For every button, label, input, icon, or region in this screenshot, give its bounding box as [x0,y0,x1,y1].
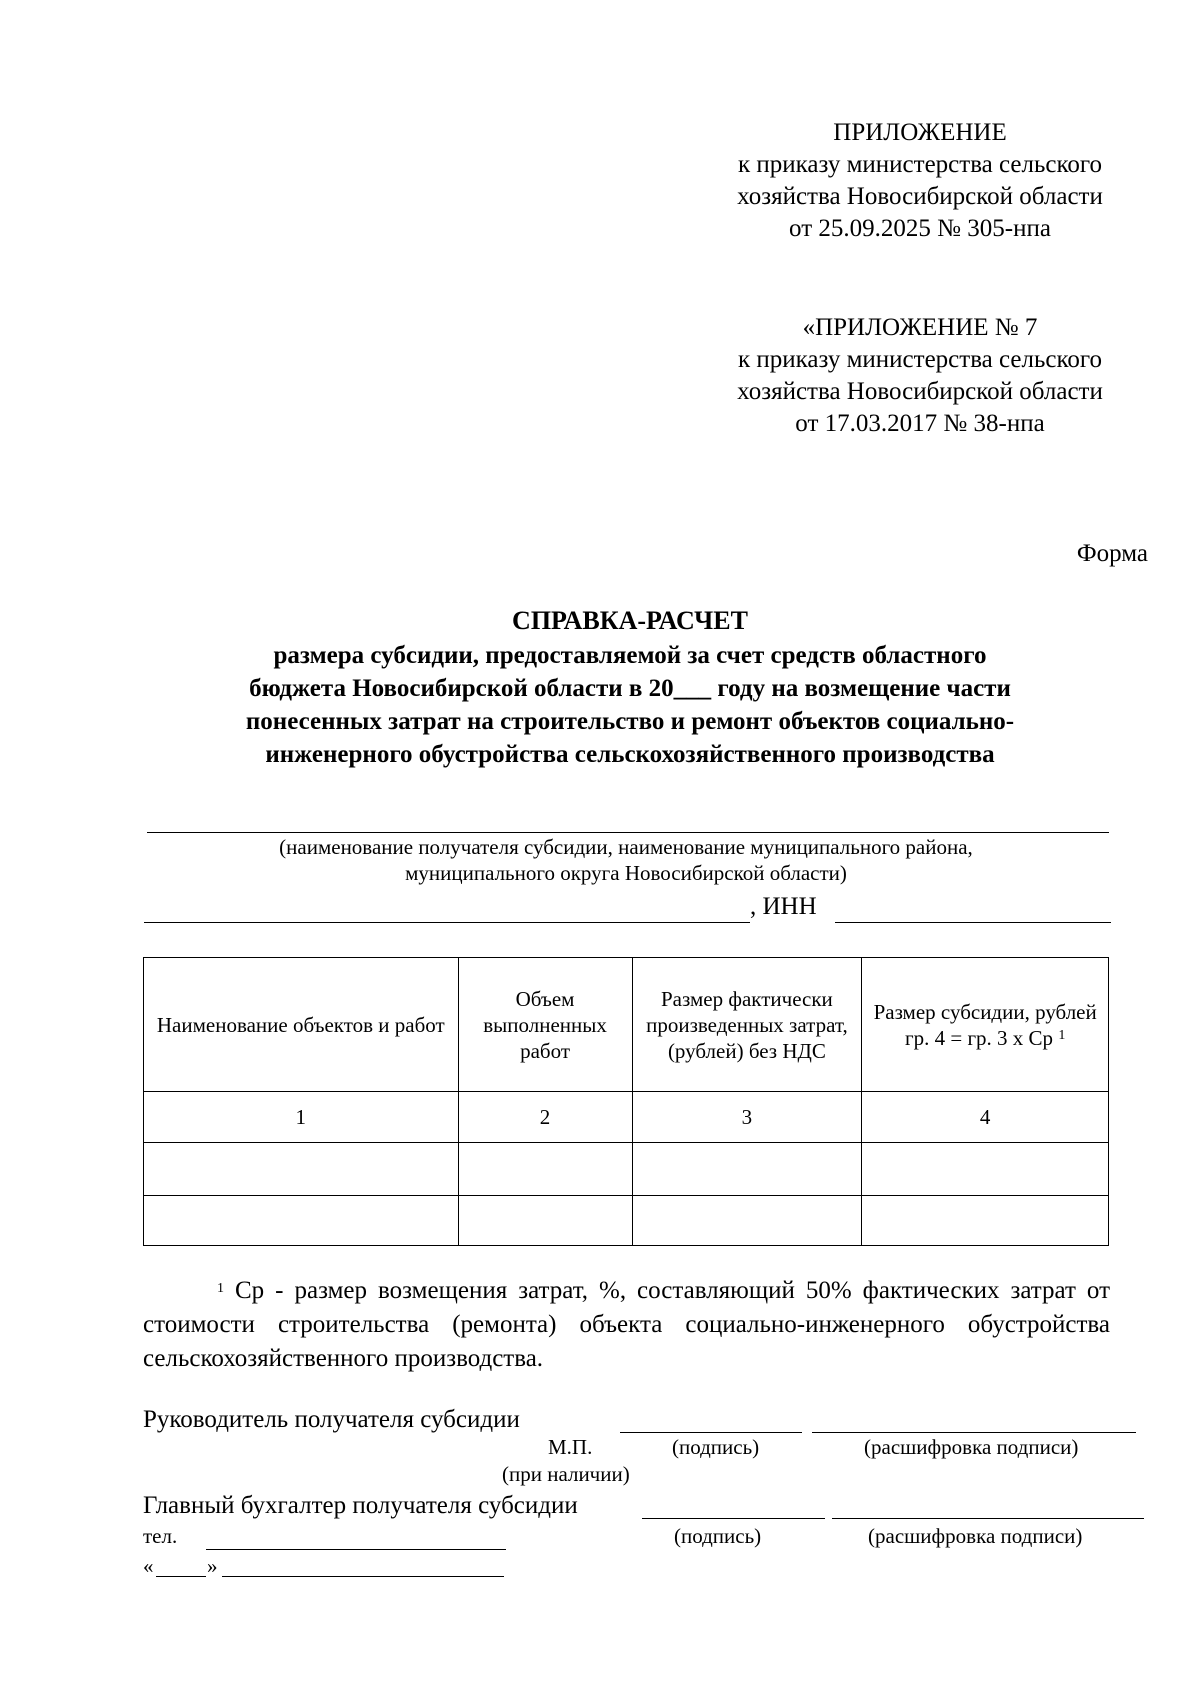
title-main: СПРАВКА-РАСЧЕТ [512,606,748,635]
footnote [143,1274,1110,1376]
column-header-text: Размер субсидии, рублей [873,999,1097,1024]
footnote-text: Ср - размер возмещения затрат, %, составляющий 50% фактических затрат от стоимости строительства (ремонта) объекта социально-инженерного обустройства сельскохозяйственного производства. [143,1277,1110,1372]
phone-label: тел. [143,1524,178,1548]
date-month-year-line[interactable] [222,1576,504,1577]
column-number: 3 [632,1092,862,1143]
accountant-decoding-line[interactable] [832,1518,1144,1519]
table-row [144,1196,1109,1246]
title-line: бюджета Новосибирской области в 20___ году на возмещение части [249,675,1011,702]
table-header-row [144,958,1109,1092]
date-day-line[interactable] [156,1576,206,1577]
table-cell[interactable] [144,1196,459,1246]
recipient-name-continuation-line[interactable] [144,922,750,923]
head-decoding-line[interactable] [812,1432,1136,1433]
appendix-line: от 25.09.2025 № 305-нпа [789,215,1051,242]
column-header: Размер фактически произведенных затрат, (рублей) без НДС [632,958,862,1092]
column-header: Наименование объектов и работ [144,958,459,1092]
appendix-line: от 17.03.2017 № 38-нпа [795,410,1045,437]
table-cell[interactable] [632,1143,862,1196]
accountant-signature-label: Главный бухгалтер получателя субсидии [143,1492,578,1519]
head-signature-line[interactable] [620,1432,802,1433]
column-header [862,958,1109,1092]
table-cell[interactable] [458,1143,632,1196]
column-header: Объем выполненных работ [458,958,632,1092]
appendix-line: хозяйства Новосибирской области [737,378,1103,405]
column-number: 1 [144,1092,459,1143]
stamp-label: М.П. [548,1435,593,1459]
title-line: инженерного обустройства сельскохозяйственного производства [265,741,995,768]
appendix-line: к приказу министерства сельского [737,151,1102,178]
inn-field-line[interactable] [835,922,1111,923]
date-open-quote: « [143,1554,154,1578]
decoding-caption: (расшифровка подписи) [868,1524,1083,1548]
recipient-name-line[interactable] [147,832,1109,833]
column-header-formula: гр. 4 = гр. 3 х Ср [904,1025,1054,1050]
column-number: 4 [862,1092,1109,1143]
form-label: Форма [1076,540,1148,567]
table-number-row [144,1092,1109,1143]
recipient-caption-line: (наименование получателя субсидии, наименование муниципального района, [279,835,973,859]
stamp-note: (при наличии) [502,1462,630,1486]
appendix-line: к приказу министерства сельского [737,346,1102,373]
table-cell[interactable] [862,1143,1109,1196]
head-signature-label: Руководитель получателя субсидии [143,1406,520,1433]
footnote-marker: 1 [217,1281,224,1296]
appendix-line: хозяйства Новосибирской области [737,183,1103,210]
recipient-caption-line: муниципального округа Новосибирской области) [405,861,847,885]
table-cell[interactable] [632,1196,862,1246]
appendix-header-1 [700,117,1140,245]
document-title [130,604,1130,771]
appendix-header-2 [700,312,1140,440]
column-number: 2 [458,1092,632,1143]
calculation-table [143,957,1109,1246]
date-close-quote: » [207,1554,218,1578]
signature-caption: (подпись) [674,1524,762,1548]
inn-label: , ИНН [750,893,817,920]
title-line: понесенных затрат на строительство и ремонт объектов социально- [245,708,1015,735]
phone-field-line[interactable] [206,1549,506,1550]
footnote-ref: 1 [1058,1027,1066,1043]
table-row [144,1143,1109,1196]
table-cell[interactable] [144,1143,459,1196]
table-cell[interactable] [862,1196,1109,1246]
decoding-caption: (расшифровка подписи) [864,1435,1079,1459]
signature-caption: (подпись) [672,1435,760,1459]
appendix-line: «ПРИЛОЖЕНИЕ № 7 [802,314,1038,341]
recipient-caption [143,834,1109,886]
title-line: размера субсидии, предоставляемой за счет средств областного [273,642,987,669]
accountant-signature-line[interactable] [642,1518,825,1519]
appendix-line: ПРИЛОЖЕНИЕ [833,119,1007,146]
table-cell[interactable] [458,1196,632,1246]
